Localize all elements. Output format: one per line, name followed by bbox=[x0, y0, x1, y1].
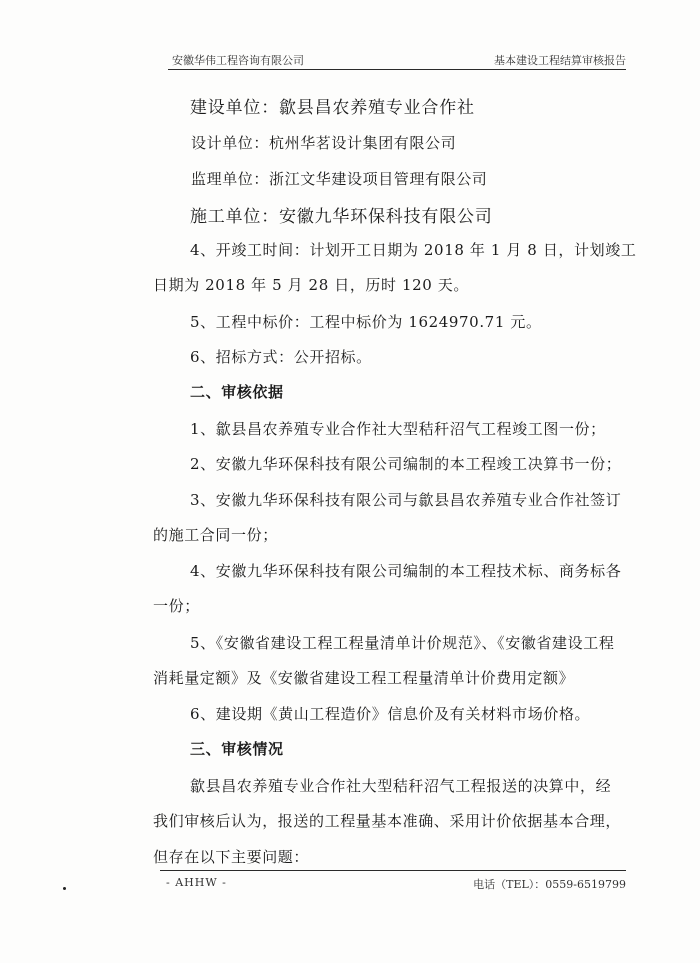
design-unit-line: 设计单位：杭州华茗设计集团有限公司 bbox=[191, 134, 457, 152]
contractor-unit-line: 施工单位：安徽九华环保科技有限公司 bbox=[190, 207, 493, 227]
basis-item-3-line-1: 3、安徽九华环保科技有限公司与歙县昌农养殖专业合作社签订 bbox=[190, 491, 622, 509]
findings-line-3: 但存在以下主要问题： bbox=[153, 848, 310, 866]
section-3-heading: 三、审核情况 bbox=[190, 740, 284, 758]
basis-item-2: 2、安徽九华环保科技有限公司编制的本工程竣工决算书一份； bbox=[190, 455, 622, 473]
construction-unit-line: 建设单位：歙县昌农养殖专业合作社 bbox=[190, 98, 475, 118]
header-report-title: 基本建设工程结算审核报告 bbox=[494, 54, 626, 67]
footer-page-mark: - AHHW - bbox=[166, 876, 227, 889]
header-company: 安徽华伟工程咨询有限公司 bbox=[172, 54, 304, 67]
bid-price-line: 5、工程中标价：工程中标价为 1624970.71 元。 bbox=[190, 313, 542, 331]
page-header bbox=[168, 49, 626, 70]
section-2-heading: 二、审核依据 bbox=[190, 383, 284, 401]
page-footer bbox=[160, 870, 626, 891]
bidding-method-line: 6、招标方式：公开招标。 bbox=[190, 348, 372, 366]
schedule-line-2: 日期为 2018 年 5 月 28 日，历时 120 天。 bbox=[153, 276, 469, 294]
basis-item-4-line-2: 一份； bbox=[153, 597, 200, 615]
basis-item-5-line-1: 5、《安徽省建设工程工程量清单计价规范》、《安徽省建设工程 bbox=[190, 634, 615, 652]
basis-item-6: 6、建设期《黄山工程造价》信息价及有关材料市场价格。 bbox=[190, 705, 591, 723]
basis-item-3-line-2: 的施工合同一份； bbox=[153, 526, 278, 544]
findings-line-1: 歙县昌农养殖专业合作社大型秸秆沼气工程报送的决算中，经 bbox=[190, 777, 612, 795]
findings-line-2: 我们审核后认为，报送的工程量基本准确、采用计价依据基本合理， bbox=[153, 812, 622, 830]
basis-item-5-line-2: 消耗量定额》及《安徽省建设工程工程量清单计价费用定额》 bbox=[153, 669, 575, 687]
scan-speck bbox=[63, 887, 66, 890]
schedule-line-1: 4、开竣工时间：计划开工日期为 2018 年 1 月 8 日，计划竣工 bbox=[190, 241, 637, 259]
basis-item-1: 1、歙县昌农养殖专业合作社大型秸秆沼气工程竣工图一份； bbox=[190, 420, 606, 438]
basis-item-4-line-1: 4、安徽九华环保科技有限公司编制的本工程技术标、商务标各 bbox=[190, 562, 622, 580]
footer-phone: 电话（TEL）：0559-6519799 bbox=[473, 878, 626, 891]
supervision-unit-line: 监理单位：浙江文华建设项目管理有限公司 bbox=[191, 170, 488, 188]
